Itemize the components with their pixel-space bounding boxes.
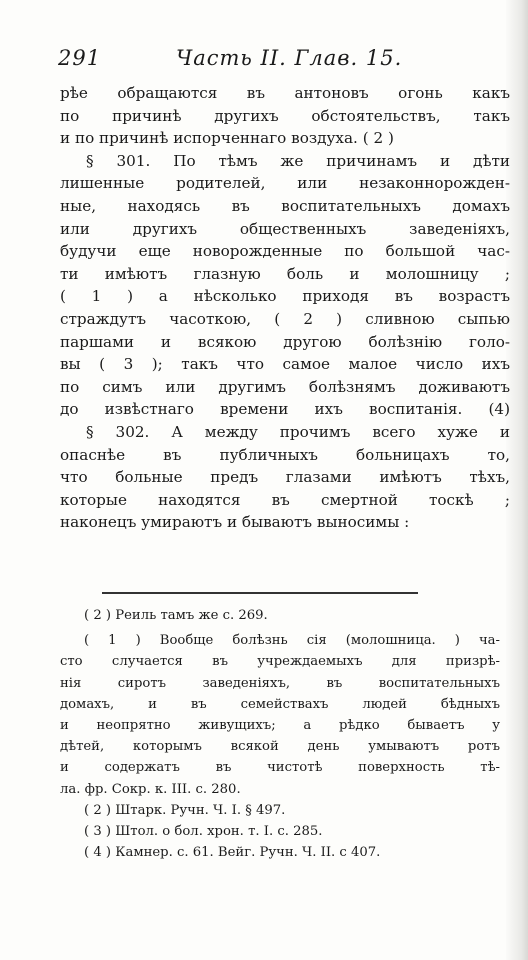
text-line: вы ( 3 ); такъ что самое малое число ихъ [60, 355, 510, 374]
running-title: Часть II. Глав. 15. [176, 46, 403, 70]
footnote-divider [102, 592, 418, 594]
main-text [60, 82, 510, 534]
footnote-line: домахъ, и въ семействахъ людей бѣдныхъ [60, 696, 500, 712]
text-line: или другихъ общественныхъ заведеніяхъ, [60, 219, 510, 238]
text-line: страждутъ часоткою, ( 2 ) сливною сыпью [60, 309, 510, 328]
text-line: до извѣстнаго времени ихъ воспитанія. (4) [60, 400, 510, 419]
text-line: лишенные родителей, или незаконнорожден- [60, 174, 510, 193]
footnote-line: ( 4 ) Камнер. с. 61. Вейг. Ручн. Ч. II. с 407. [84, 845, 381, 861]
text-line: и по причинѣ испорченнаго воздуха. ( 2 ) [60, 129, 394, 148]
footnote-line: ( 1 ) Вообще болѣзнь сія (молошница. ) ча- [84, 633, 500, 649]
footnote-line: и содержатъ въ чистотѣ поверхность тѣ- [60, 760, 500, 776]
text-line: ( 1 ) а нѣсколько приходя въ возрастъ [60, 287, 510, 306]
text-line: по симъ или другимъ болѣзнямъ доживаютъ [60, 377, 510, 396]
paragraph-start-301: § 301. По тѣмъ же причинамъ и дѣти [86, 151, 510, 170]
text-line: ные, находясь въ воспитательныхъ домахъ [60, 196, 510, 215]
footnote-line: ла. фр. Сокр. к. III. с. 280. [60, 781, 241, 797]
footnote-line: ( 2 ) Реиль тамъ же с. 269. [84, 608, 268, 623]
footnote-line: нія сиротъ заведеніяхъ, въ воспитательныхъ [60, 675, 500, 691]
text-line: паршами и всякою другою болѣзнію голо- [60, 332, 510, 351]
paragraph-start-302: § 302. А между прочимъ всего хуже и [86, 422, 510, 441]
footnotes [60, 605, 500, 863]
footnote-line: дѣтей, которымъ всякой день умываютъ ротъ [60, 739, 500, 755]
text-line: опаснѣе въ публичныхъ больницахъ то, [60, 445, 510, 464]
page-number: 291 [58, 46, 102, 70]
text-line: рѣе обращаются въ антоновъ огонь какъ [60, 84, 510, 102]
text-line: будучи еще новорожденные по большой час- [60, 242, 510, 261]
text-line: по причинѣ другихъ обстоятельствъ, такъ [60, 106, 510, 125]
text-line: наконецъ умираютъ и бываютъ выносимы : [60, 513, 410, 532]
footnote-line: ( 2 ) Штарк. Ручн. Ч. I. § 497. [84, 802, 286, 818]
text-line: ти имѣютъ глазную боль и молошницу ; [60, 264, 510, 283]
footnote-line: сто случается въ учреждаемыхъ для призрѣ- [60, 654, 500, 670]
footnote-line: и неопрятно живущихъ; а рѣдко бываетъ у [60, 717, 500, 733]
footnote-line: ( 3 ) Штол. о бол. хрон. т. I. с. 285. [84, 823, 323, 839]
text-line: которые находятся въ смертной тоскѣ ; [60, 490, 510, 509]
text-line: что больные предъ глазами имѣютъ тѣхъ, [60, 468, 510, 487]
running-header [58, 46, 508, 78]
